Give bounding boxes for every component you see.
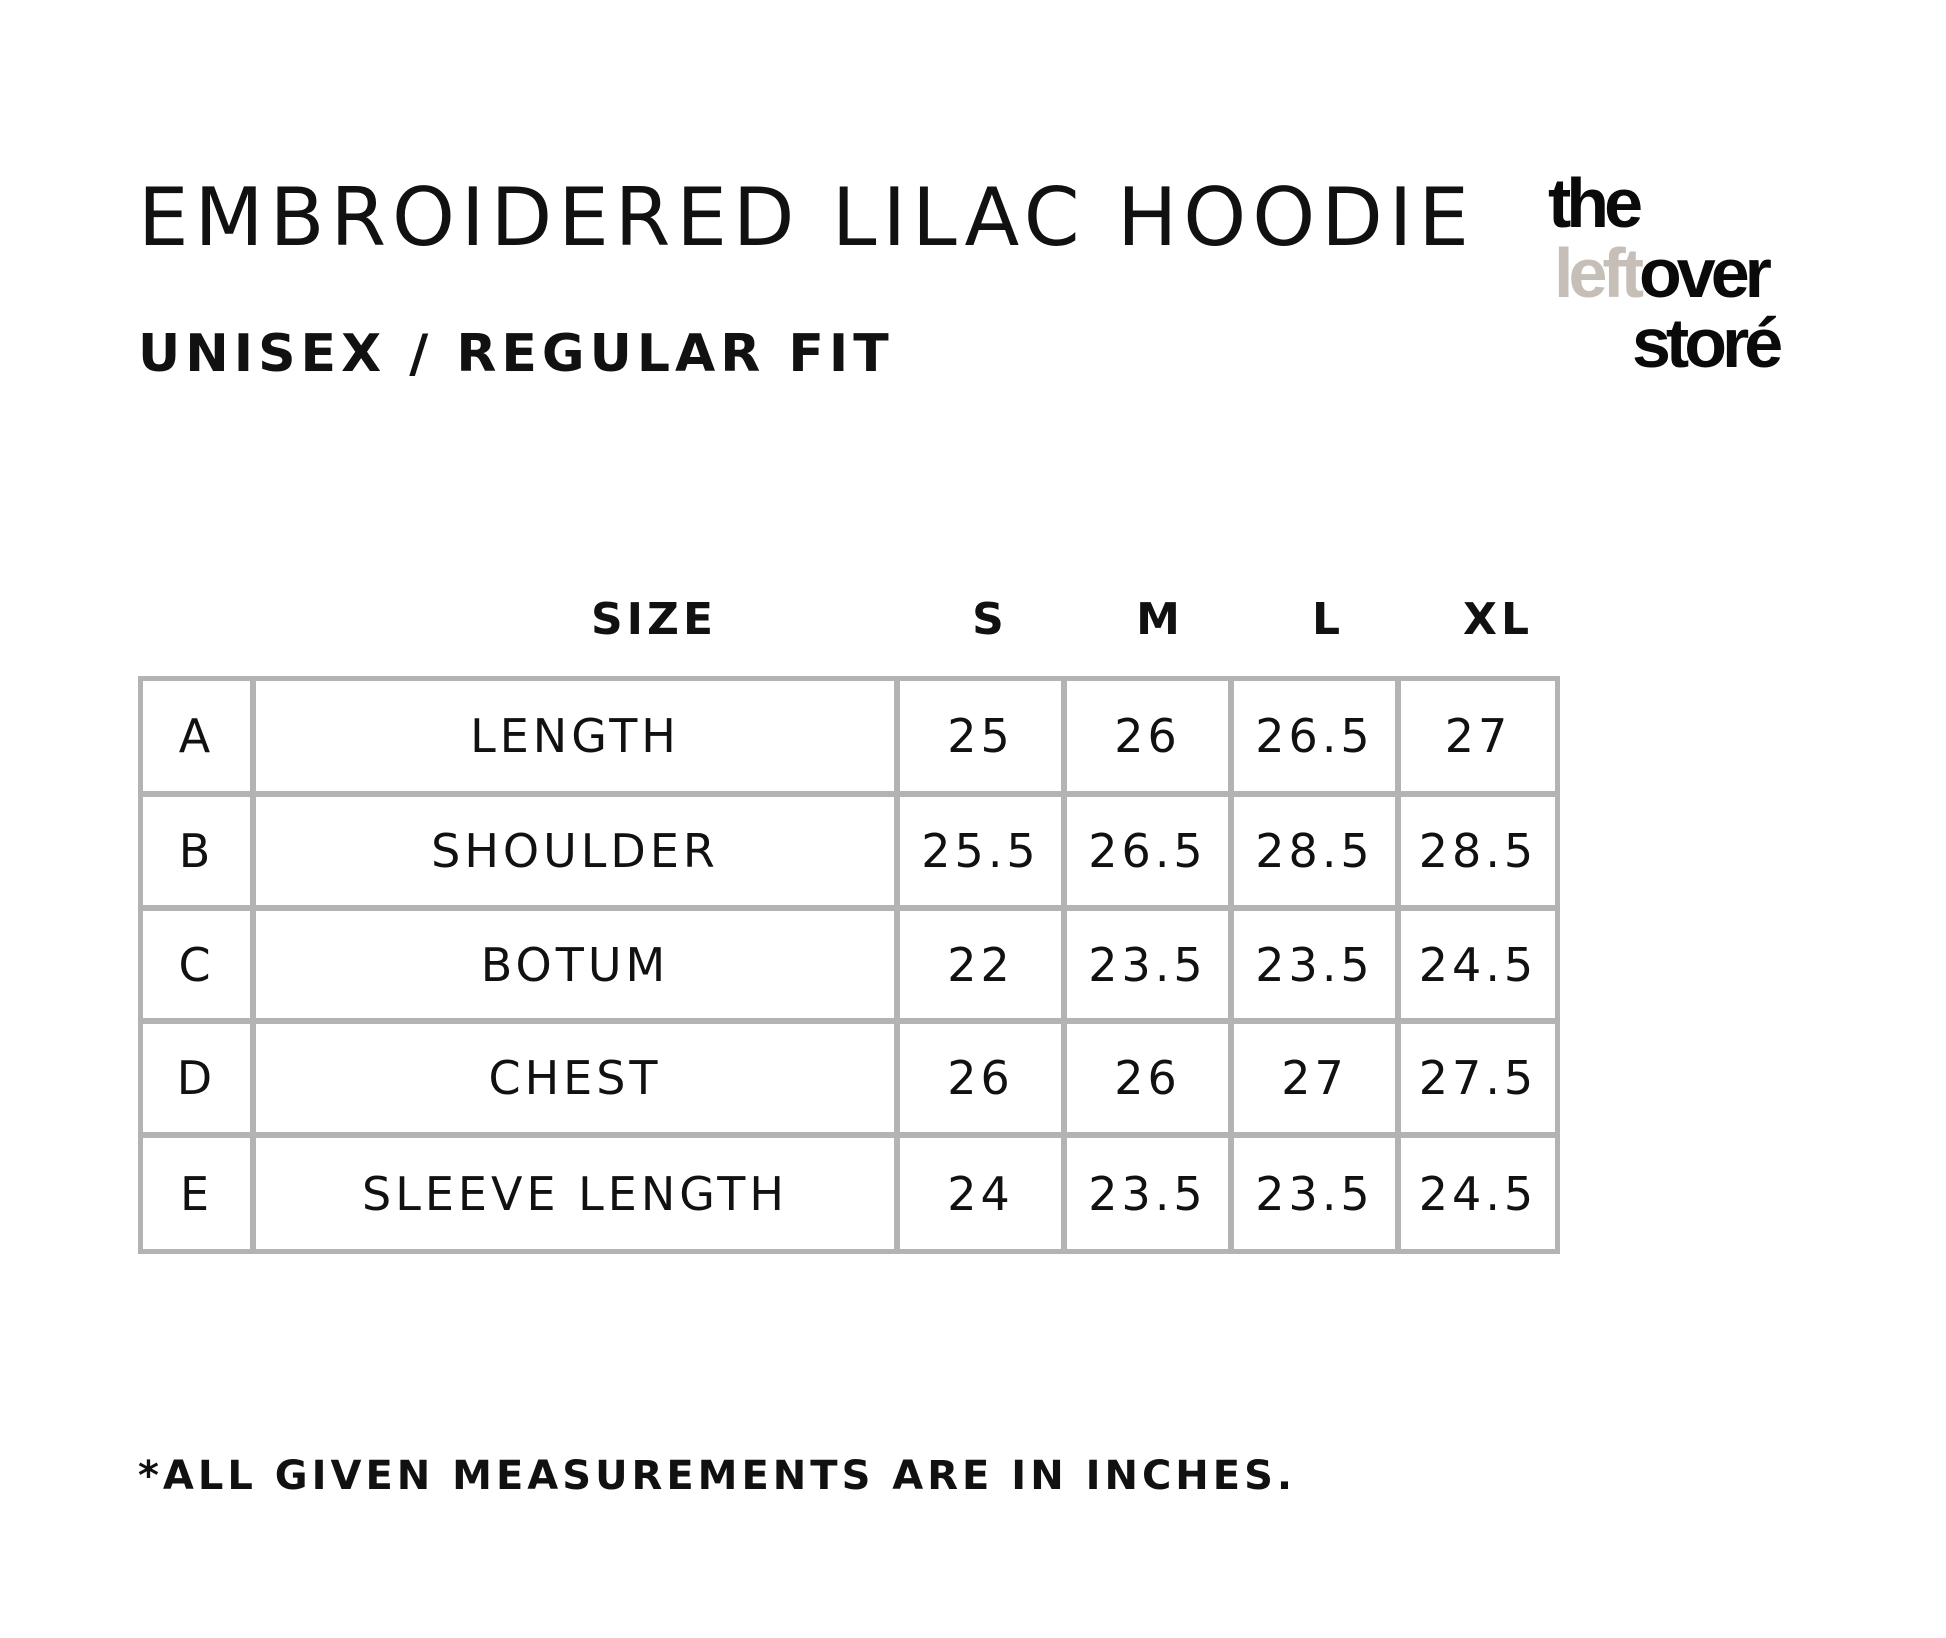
cell-e-l: 23.5 bbox=[1255, 1166, 1374, 1221]
row-measure-chest: CHEST bbox=[488, 1051, 662, 1105]
row-measure-sleeve-length: SLEEVE LENGTH bbox=[362, 1166, 788, 1221]
measurement-footnote: *ALL GIVEN MEASUREMENTS ARE IN INCHES. bbox=[138, 1453, 1297, 1499]
cell-c-s: 22 bbox=[947, 937, 1014, 992]
cell-a-m: 26 bbox=[1114, 709, 1181, 763]
row-measure-shoulder: SHOULDER bbox=[431, 824, 719, 878]
cell-a-l: 26.5 bbox=[1255, 709, 1374, 763]
cell-c-l: 23.5 bbox=[1255, 937, 1374, 992]
logo-line-2 bbox=[1554, 234, 1767, 312]
size-header-xl: XL bbox=[1463, 594, 1533, 645]
size-header-label: SIZE bbox=[590, 594, 718, 645]
cell-d-l: 27 bbox=[1281, 1051, 1348, 1105]
row-code-d: D bbox=[176, 1051, 217, 1105]
cell-a-xl: 27 bbox=[1444, 709, 1512, 763]
cell-d-s: 26 bbox=[947, 1051, 1014, 1105]
row-code-b: B bbox=[178, 824, 215, 878]
row-code-c: C bbox=[178, 937, 215, 992]
logo-line-2-light: left bbox=[1554, 234, 1639, 312]
fit-subtitle: UNISEX / REGULAR FIT bbox=[138, 324, 894, 384]
cell-e-xl: 24.5 bbox=[1418, 1166, 1538, 1221]
cell-b-s: 25.5 bbox=[921, 824, 1040, 878]
page-title: EMBROIDERED LILAC HOODIE bbox=[138, 171, 1475, 264]
row-measure-botum: BOTUM bbox=[480, 937, 670, 992]
row-measure-length: LENGTH bbox=[470, 709, 680, 763]
row-code-a: A bbox=[178, 709, 215, 763]
brand-logo bbox=[1540, 164, 1820, 388]
logo-line-3: storé bbox=[1632, 304, 1779, 382]
size-header-l: L bbox=[1311, 594, 1345, 645]
cell-d-xl: 27.5 bbox=[1418, 1051, 1538, 1105]
cell-b-m: 26.5 bbox=[1088, 824, 1207, 878]
size-chart-table bbox=[138, 676, 1560, 1254]
cell-c-xl: 24.5 bbox=[1418, 937, 1538, 992]
logo-line-1: the bbox=[1548, 164, 1638, 242]
cell-a-s: 25 bbox=[947, 709, 1014, 763]
size-header-s: S bbox=[972, 594, 1008, 645]
cell-e-m: 23.5 bbox=[1088, 1166, 1207, 1221]
size-header-m: M bbox=[1136, 594, 1184, 645]
cell-d-m: 26 bbox=[1114, 1051, 1181, 1105]
row-code-e: E bbox=[179, 1166, 214, 1221]
cell-b-l: 28.5 bbox=[1255, 824, 1374, 878]
cell-b-xl: 28.5 bbox=[1418, 824, 1538, 878]
cell-c-m: 23.5 bbox=[1088, 937, 1207, 992]
logo-line-2-dark: over bbox=[1639, 234, 1767, 312]
cell-e-s: 24 bbox=[947, 1166, 1014, 1221]
